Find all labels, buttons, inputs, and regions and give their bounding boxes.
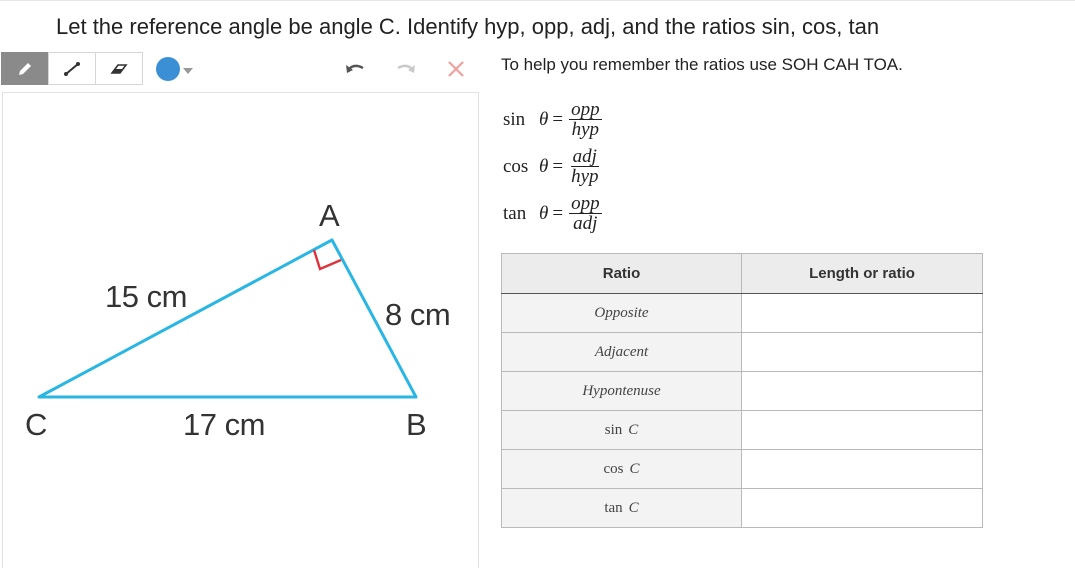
formula-fraction (569, 147, 600, 186)
side-label-cb: 17 cm (183, 407, 265, 442)
fraction-numerator: opp (571, 99, 600, 120)
top-divider (0, 0, 1075, 1)
formula-function: tan (503, 202, 527, 224)
row-label (502, 372, 742, 411)
table-header-row (502, 254, 983, 294)
formula-fraction (569, 194, 602, 233)
formula-equals: = (552, 155, 564, 177)
fraction-denominator: adj (573, 213, 598, 234)
row-label-function: cos (603, 460, 624, 477)
vertex-label-a: A (319, 198, 340, 233)
formula-function: cos (503, 155, 529, 177)
fraction-numerator: opp (571, 193, 600, 214)
formula-sin (503, 100, 602, 139)
row-label (502, 333, 742, 372)
question-text: Let the reference angle be angle C. Identify hyp, opp, adj, and the ratios sin, cos, tan (56, 14, 880, 39)
clear-button[interactable] (444, 58, 468, 80)
table-row (502, 411, 983, 450)
redo-button[interactable] (394, 58, 418, 80)
formula-equals: = (552, 202, 564, 224)
formula-tan (503, 194, 602, 233)
ratio-table (501, 253, 983, 528)
table-row (502, 489, 983, 528)
row-label-text: Hypontenuse (582, 382, 661, 399)
row-label (502, 450, 742, 489)
formula-variable: θ (539, 202, 549, 224)
line-tool-button[interactable] (48, 52, 96, 85)
table-row (502, 333, 983, 372)
drawing-canvas[interactable] (2, 92, 479, 568)
formula-variable: θ (539, 108, 549, 130)
clear-icon (447, 60, 465, 78)
formula-fraction (569, 100, 602, 139)
formula-function: sin (503, 108, 526, 130)
undo-button[interactable] (343, 58, 367, 80)
triangle-shape (39, 240, 416, 397)
pencil-tool-button[interactable] (1, 52, 49, 85)
drawing-toolbar (1, 52, 142, 86)
formula-cos (503, 147, 601, 186)
row-label-text: C (628, 421, 639, 438)
pencil-icon (16, 60, 34, 78)
row-label (502, 489, 742, 528)
redo-icon (395, 61, 417, 77)
line-icon (63, 60, 81, 78)
formula-variable: θ (539, 155, 549, 177)
formula-equals: = (552, 108, 564, 130)
row-label-function: tan (604, 499, 623, 516)
row-label-text: C (629, 460, 640, 477)
table-row (502, 450, 983, 489)
row-label-text: C (628, 499, 639, 516)
row-label-text: Opposite (594, 304, 649, 321)
table-row (502, 372, 983, 411)
row-label (502, 294, 742, 333)
side-label-ca: 15 cm (105, 279, 187, 314)
row-label-function: sin (604, 421, 623, 438)
row-label-text: Adjacent (594, 343, 649, 360)
undo-icon (344, 61, 366, 77)
column-header-length-or-ratio: Length or ratio (742, 254, 983, 294)
right-angle-marker (314, 250, 341, 269)
answer-cell-tan-c[interactable] (742, 489, 983, 528)
vertex-label-b: B (406, 407, 427, 442)
soh-cah-toa-hint: To help you remember the ratios use SOH CAH TOA. (501, 55, 903, 74)
answer-cell-cos-c[interactable] (742, 450, 983, 489)
row-label (502, 411, 742, 450)
chevron-down-icon[interactable] (183, 68, 193, 74)
vertex-label-c: C (25, 407, 48, 442)
color-picker-button[interactable] (156, 57, 180, 81)
column-header-ratio: Ratio (502, 254, 742, 294)
side-label-ab: 8 cm (385, 297, 451, 332)
table-row (502, 294, 983, 333)
answer-cell-sin-c[interactable] (742, 411, 983, 450)
answer-cell-hypotenuse[interactable] (742, 372, 983, 411)
answer-cell-adjacent[interactable] (742, 333, 983, 372)
fraction-numerator: adj (572, 146, 597, 167)
fraction-denominator: hyp (571, 119, 600, 140)
fraction-denominator: hyp (571, 166, 599, 187)
eraser-tool-button[interactable] (95, 52, 143, 85)
answer-cell-opposite[interactable] (742, 294, 983, 333)
eraser-icon (110, 60, 128, 78)
